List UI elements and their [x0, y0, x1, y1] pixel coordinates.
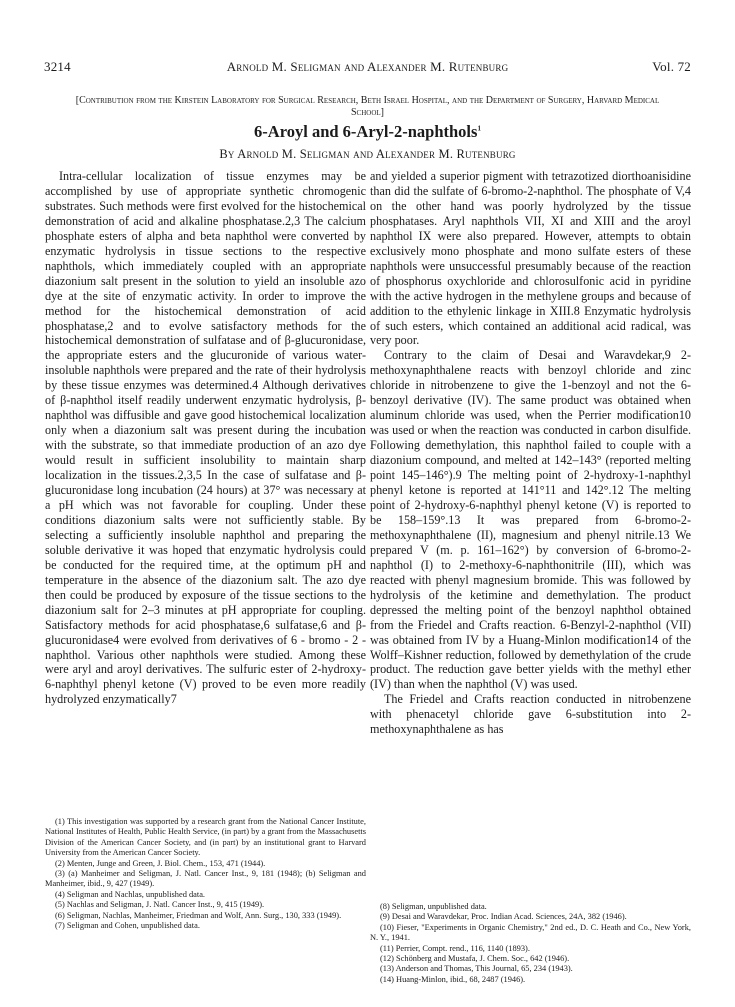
byline: By Arnold M. Seligman and Alexander M. Rutenburg — [219, 147, 516, 161]
footnote: (3) (a) Manheimer and Seligman, J. Natl. Cancer Inst., 9, 181 (1948); (b) Seligman and Manheimer, ibid., 9, 427 (1949). — [45, 869, 366, 889]
right-column — [370, 169, 691, 737]
left-paragraph-1: Intra-cellular localization of tissue enzymes may be accomplished by use of appropriate synthetic chromogenic substrates. Such methods were first evolved for the histochemical demonstration of acid and alkaline phosphatase.2,3 The calcium phosphate esters of alpha and beta naphthol were converted by enzymatic hydrolysis in tissue sections to the respective naphthols, which immediately coupled with an appropriate diazonium salt present in the solution to yield an insoluble azo dye at the site of enzymatic activity. In order to improve the method for the histochemical demonstration of acid phosphatase,2 and to evolve satisfactory methods for the histochemical demonstration of sulfatase and of β-glucuronidase, the appropriate esters and the glucuronide of various water-insoluble naphthols were prepared and the rate of their hydrolysis by these tissue enzymes was determined.4 Although derivatives of β-naphthol itself readily underwent enzymatic hydrolysis, β-naphthol was diffusible and gave good histochemical localization only when a diazonium salt was present during the incubation with the substrate, so that immediate production of an azo dye would result in sufficient insolubility to maintain sharp localization in the tissues.2,3,5 In the case of sulfatase and β-glucuronidase long incubation (24 hours) at 37° was necessary at a pH which was not favorable for coupling. Under these conditions diazonium salts were not sufficiently stable. By selecting a sufficiently insoluble naphthol and preparing the soluble derivative it was hoped that enzymatic hydrolysis could be conducted for the required time, at the optimum pH and temperature in the absence of the diazonium salt. The azo dye then could be produced by exposure of the tissue sections to the diazonium salt for 2–3 minutes at pH appropriate for coupling. Satisfactory methods for acid phosphatase,6 sulfatase,6 and β-glucuronidase4 were evolved from derivatives of 6 - bromo - 2 - naphthol. Various other naphthols were studied. Among these were aryl and aroyl derivatives. The sulfuric ester of 2-hydroxy-6-naphthyl phenyl ketone (V) proved to be even more readily hydrolyzed enzymatically7 — [45, 169, 366, 707]
footnote: (9) Desai and Waravdekar, Proc. Indian Acad. Sciences, 24A, 382 (1946). — [380, 912, 627, 922]
right-paragraph-1: and yielded a superior pigment with tetrazotized diorthoanisidine than did the sulfate of 6-bromo-2-naphthol. The phosphate of V,4 on the other hand was poorly hydrolyzed by the tissue phosphatases. Aryl naphthols VII, XI and XIII and the aroyl naphthol IX were also prepared. However, attempts to obtain exclusively mono phosphate and mono sulfate esters of these naphthols were unsuccessful presumably because of the reaction of phosphorus oxychloride and chlorosulfonic acid in pyridine with the active hydrogen in the methylene groups and because of addition to the ethylenic linkage in XIII.8 Enzymatic hydrolysis of such esters, which contained an additional acid radical, was very poor. — [370, 169, 691, 348]
footnote: (1) This investigation was supported by a research grant from the National Cancer Institute, National Institutes of Health, Public Health Service, (in part) by a grant from the Massachusetts Division of the American Cancer Society, and (in part) by an institutional grant to Harvard University from the American Cancer Society. — [45, 817, 366, 858]
footnote: (10) Fieser, "Experiments in Organic Chemistry," 2nd ed., D. C. Heath and Co., New York, N. Y., 1941. — [370, 922, 691, 943]
footnotes-right — [370, 902, 691, 985]
footnote: (5) Nachlas and Seligman, J. Natl. Cancer Inst., 9, 415 (1949). — [55, 900, 265, 910]
footnote: (8) Seligman, unpublished data. — [380, 902, 487, 911]
footnote: (11) Perrier, Compt. rend., 116, 1140 (1893). — [380, 943, 530, 953]
article-title-text: 6-Aroyl and 6-Aryl-2-naphthols — [254, 122, 478, 141]
page-number: 3214 — [44, 59, 71, 74]
right-paragraph-2: Contrary to the claim of Desai and Waravdekar,9 2-methoxynaphthalene reacts with benzoyl chloride and zinc chloride in nitrobenzene to give the 1-benzoyl and not the 6-benzoyl derivative (IV). The same product was obtained when aluminum chloride was used, when the Perrier modification10 was used or when the reaction was conducted in carbon disulfide. Following demethylation, this naphthol failed to couple with a diazonium compound, and melted at 142–143° (reported melting point 145–146°).9 The melting point of 2-hydroxy-1-naphthyl phenyl ketone is reported at 141°11 and 142°.12 The melting point of 2-hydroxy-6-naphthyl phenyl ketone (V) is reported to be 158–159°.13 It was prepared from 6-bromo-2-methoxynaphthalene (II), magnesium and phenyl nitrile.13 We prepared V (m. p. 161–162°) by conversion of 6-bromo-2-naphthol (I) to 2-methoxy-6-naphthonitrile (III), which was reacted with phenyl magnesium bromide. This was followed by hydrolysis of the ketimine and demethylation. The product depressed the melting point of the benzoyl naphthol obtained from the Friedel and Crafts reaction. 6-Benzyl-2-naphthol (VII) was obtained from IV by a Huang-Minlon modification14 of the Wolff–Kishner reduction, followed by demethylation of the crude product. The reduction gave better yields with the methyl ether (IV) than when the naphthol (V) was used. — [370, 348, 691, 692]
article-title — [0, 122, 735, 142]
footnote: (2) Menten, Junge and Green, J. Biol. Chem., 153, 471 (1944). — [55, 858, 266, 868]
footnote: (14) Huang-Minlon, ibid., 68, 2487 (1946). — [380, 974, 526, 984]
footnote: (12) Schönberg and Mustafa, J. Chem. Soc., 642 (1946). — [380, 954, 570, 964]
footnote: (4) Seligman and Nachlas, unpublished data. — [55, 889, 206, 899]
running-title: Arnold M. Seligman and Alexander M. Rutenburg — [226, 59, 509, 74]
footnote: (6) Seligman, Nachlas, Manheimer, Friedman and Wolf, Ann. Surg., 130, 333 (1949). — [55, 910, 342, 920]
footnotes-left — [45, 817, 366, 931]
contribution-line: [Contribution from the Kirstein Laboratory for Surgical Research, Beth Israel Hospital, and the Department of Surgery, Harvard Medical School] — [75, 95, 660, 118]
page-header — [44, 59, 691, 77]
footnote: (13) Anderson and Thomas, This Journal, 65, 234 (1943). — [380, 964, 573, 974]
volume-label: Vol. 72 — [652, 59, 691, 74]
right-paragraph-3: The Friedel and Crafts reaction conducted in nitrobenzene with phenacetyl chloride gave 6-substitution into 2-methoxynaphthalene as has — [370, 692, 691, 737]
left-column — [45, 169, 366, 707]
footnote: (7) Seligman and Cohen, unpublished data. — [55, 921, 200, 931]
title-footnote-marker: 1 — [477, 124, 481, 133]
